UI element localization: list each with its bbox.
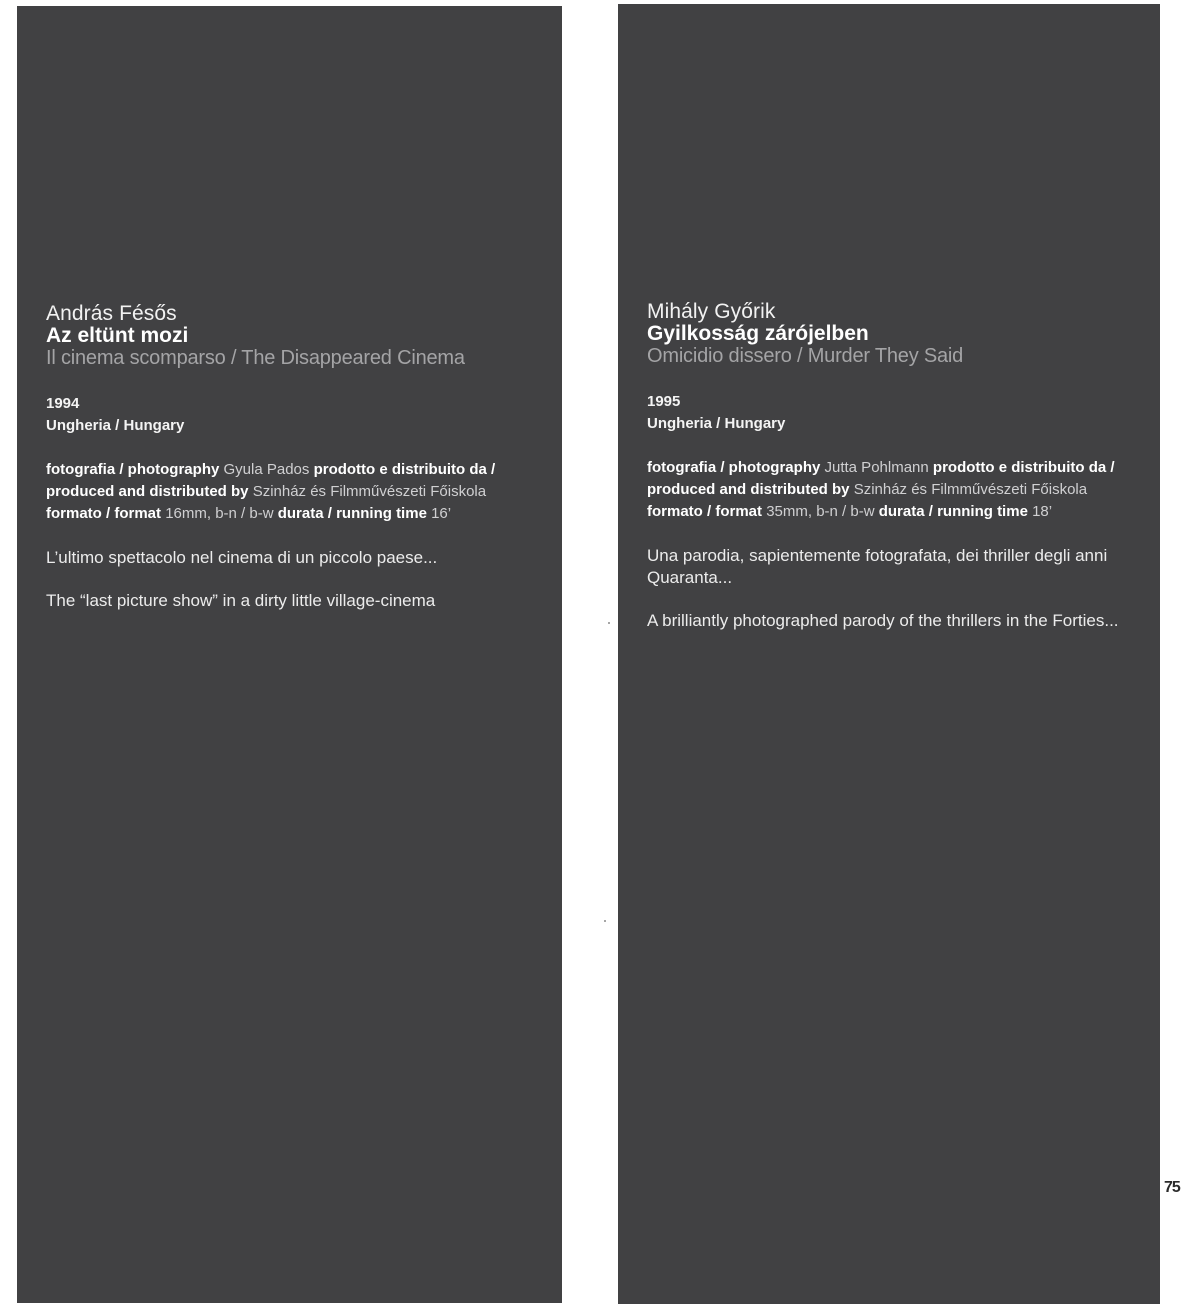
film-card-left xyxy=(17,6,562,1303)
synopsis-english: A brilliantly photographed parody of the thrillers in the Forties... xyxy=(647,611,1119,630)
credit-photo-value: Gyula Pados xyxy=(223,461,310,478)
film-card-right xyxy=(618,4,1160,1304)
credit-producer-value: Szinház és Filmművészeti Főiskola xyxy=(853,481,1088,498)
film-year: 1994 xyxy=(46,395,80,412)
credit-photo-value: Jutta Pohlmann xyxy=(824,459,929,476)
film-country: Ungheria / Hungary xyxy=(647,415,786,432)
film-title: Az eltünt mozi xyxy=(46,324,189,347)
alt-title: Omicidio dissero / Murder They Said xyxy=(647,345,964,367)
credit-format-label: formato / format xyxy=(46,505,162,522)
film-credits xyxy=(46,459,521,525)
film-title: Gyilkosság zárójelben xyxy=(647,322,869,345)
credit-photo-label: fotografia / photography xyxy=(46,461,220,478)
film-year: 1995 xyxy=(647,393,681,410)
synopsis-italian: Una parodia, sapientemente fotografata, dei thriller degli anni Quaranta... xyxy=(647,546,1108,587)
director-name: András Fésős xyxy=(46,302,177,325)
credit-producer-label: prodotto e distribuito da / produced and distributed by xyxy=(46,461,496,500)
synopsis-english: The “last picture show” in a dirty little village-cinema xyxy=(46,591,436,610)
film-credits xyxy=(647,457,1122,523)
scan-speck xyxy=(608,622,610,624)
credit-duration-label: durata / running time xyxy=(878,503,1028,520)
credit-photo-label: fotografia / photography xyxy=(647,459,821,476)
credit-duration-value: 18’ xyxy=(1032,503,1053,520)
director-name: Mihály Győrik xyxy=(647,300,776,323)
credit-producer-label: prodotto e distribuito da / produced and distributed by xyxy=(647,459,1115,498)
page-number: 75 xyxy=(1164,1179,1180,1196)
credit-producer-value: Szinház és Filmművészeti Főiskola xyxy=(252,483,487,500)
credit-format-value: 16mm, b-n / b-w xyxy=(165,505,274,522)
film-entry xyxy=(46,303,521,612)
credit-duration-label: durata / running time xyxy=(277,505,427,522)
scan-speck xyxy=(604,920,606,922)
film-entry xyxy=(647,301,1122,632)
credit-format-label: formato / format xyxy=(647,503,763,520)
synopsis-italian: L’ultimo spettacolo nel cinema di un piccolo paese... xyxy=(46,548,438,567)
film-country: Ungheria / Hungary xyxy=(46,417,185,434)
alt-title: Il cinema scomparso / The Disappeared Cinema xyxy=(46,347,465,369)
credit-format-value: 35mm, b-n / b-w xyxy=(766,503,875,520)
credit-duration-value: 16’ xyxy=(431,505,452,522)
